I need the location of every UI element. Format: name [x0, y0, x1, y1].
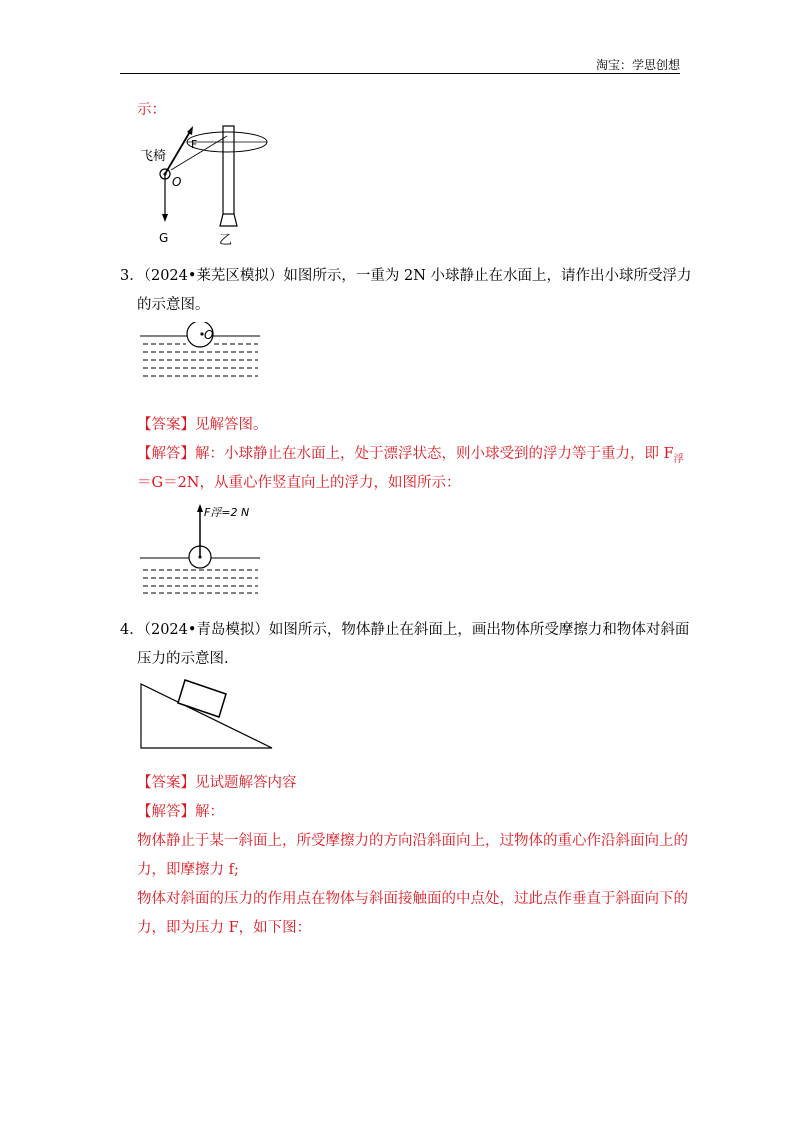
q3-answer: 【答案】见解答图。 — [137, 417, 268, 433]
force-f-arrow — [165, 130, 191, 174]
q3-line1: 3．（2024•莱芜区模拟）如图所示，一重为 2N 小球静止在水面上，请作出小球所受浮力 — [120, 268, 692, 284]
label-f: F — [191, 138, 198, 151]
buoyancy-label: F浮=2 N — [204, 506, 250, 519]
q4-analysis-l4: 力，即为压力 F，如下图： — [137, 920, 312, 936]
q4-analysis-l3: 物体对斜面的压力的作用点在物体与斜面接触面的中点处，过此点作垂直于斜面向下的 — [137, 891, 688, 907]
continuation-text: 示： — [137, 102, 166, 118]
label-yi: 乙 — [219, 233, 233, 248]
q4-incline-figure — [138, 676, 278, 752]
pole-base — [220, 214, 237, 226]
q3-answer-figure — [138, 500, 263, 596]
q3-analysis-line1: 【解答】解：小球静止在水面上，处于漂浮状态，则小球受到的浮力等于重力，即 $F_浮$ — [137, 446, 684, 465]
ball-center-label: O — [204, 328, 214, 342]
q3-ball-figure — [138, 322, 263, 386]
q3-analysis-line2: ＝G＝2N，从重心作竖直向上的浮力，如图所示： — [137, 475, 461, 491]
q4-line1: 4．（2024•青岛模拟）如图所示，物体静止在斜面上，画出物体所受摩擦力和物体对斜面 — [120, 622, 690, 638]
q3-line2: 的示意图。 — [137, 297, 210, 313]
flying-chair-figure — [135, 118, 275, 248]
q4-line2: 压力的示意图. — [137, 651, 229, 667]
q4-analysis-l2: 力，即摩擦力 f; — [137, 862, 239, 878]
q4-answer: 【答案】见试题解答内容 — [137, 775, 297, 791]
pole — [223, 126, 234, 214]
block — [178, 680, 226, 717]
q4-analysis-head: 【解答】解： — [137, 804, 224, 820]
header-rule — [120, 73, 680, 74]
label-g: G — [159, 231, 169, 245]
label-feiyi: 飞椅 — [140, 149, 167, 164]
label-o: O — [172, 175, 182, 189]
q3-subscript: 浮 — [673, 453, 684, 465]
page-header-text: 淘宝：学思创想 — [595, 58, 680, 72]
q4-analysis-l1: 物体静止于某一斜面上，所受摩擦力的方向沿斜面向上，过物体的重心作沿斜面向上的 — [137, 833, 688, 849]
